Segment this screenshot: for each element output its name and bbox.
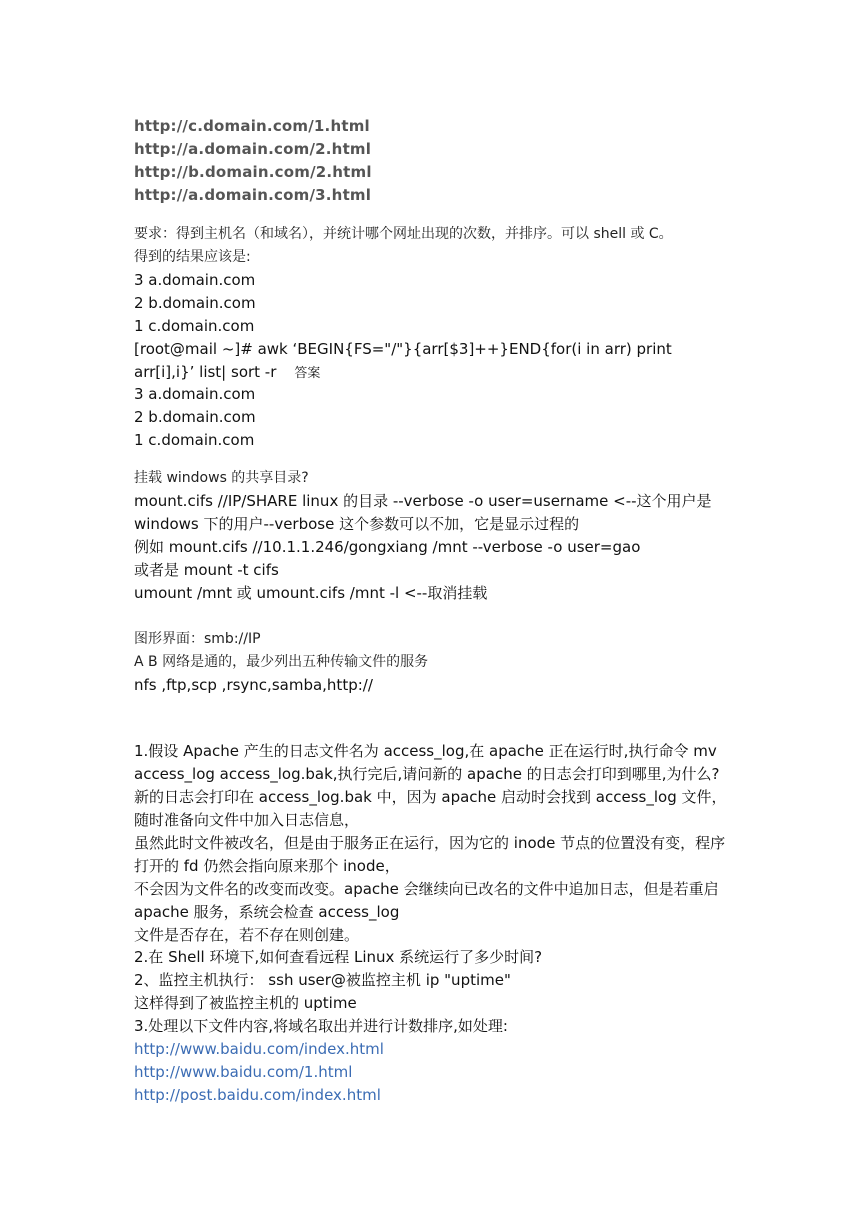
qa-line: 文件是否存在，若不存在则创建。 [134,926,360,944]
qa-line: 1.假设 Apache 产生的日志文件名为 access_log,在 apache 正在运行时,执行命令 mv [134,742,717,760]
result-line: 2 b.domain.com [134,294,256,312]
bold-url-3: http://b.domain.com/2.html [134,163,372,181]
qa-line: 新的日志会打印在 access_log.bak 中，因为 apache 启动时会找到 access_log 文件， [134,788,727,806]
gui-line: 图形界面：smb://IP [134,631,261,647]
mount-question: 挂载 windows 的共享目录? [134,470,309,486]
qa-line: 2、监控主机执行： ssh user@被监控主机 ip "uptime" [134,971,511,989]
result-intro: 得到的结果应该是: [134,249,251,265]
result-line: 1 c.domain.com [134,431,255,449]
result-line: 1 c.domain.com [134,317,255,335]
qa-line: apache 服务，系统会检查 access_log [134,903,400,921]
example-link[interactable]: http://www.baidu.com/1.html [134,1063,353,1081]
result-line: 2 b.domain.com [134,408,256,426]
qa-line: 2.在 Shell 环境下,如何查看远程 Linux 系统运行了多少时间? [134,948,543,966]
qa-line: 不会因为文件名的改变而改变。apache 会继续向已改名的文件中追加日志，但是若重启 [134,880,719,898]
bold-url-2: http://a.domain.com/2.html [134,140,372,158]
result-line: 3 a.domain.com [134,385,256,403]
example-link[interactable]: http://post.baidu.com/index.html [134,1086,381,1104]
qa-line: 随时准备向文件中加入日志信息， [134,811,360,829]
awk-command-line-2 [134,361,320,385]
bold-url-4: http://a.domain.com/3.html [134,186,372,204]
mount-line: umount /mnt 或 umount.cifs /mnt -l <--取消挂载 [134,584,488,602]
example-link[interactable]: http://www.baidu.com/index.html [134,1040,384,1058]
mount-line: windows 下的用户--verbose 这个参数可以不加，它是显示过程的 [134,515,580,533]
answer-label: 答案 [294,366,321,381]
bold-url-1: http://c.domain.com/1.html [134,117,370,135]
awk-command-text: arr[i],i}’ list| sort -r [134,363,277,381]
awk-command-line-1: [root@mail ~]# awk ‘BEGIN{FS="/"}{arr[$3]++}END{for(i in arr) print [134,340,672,358]
qa-line: 打开的 fd 仍然会指向原来那个 inode， [134,857,400,875]
qa-line: access_log access_log.bak,执行完后,请问新的 apache 的日志会打印到哪里,为什么? [134,765,720,783]
qa-line: 虽然此时文件被改名，但是由于服务正在运行，因为它的 inode 节点的位置没有变，程序 [134,834,726,852]
mount-line: mount.cifs //IP/SHARE linux 的目录 --verbose -o user=username <--这个用户是 [134,492,712,510]
requirement-text: 要求：得到主机名（和域名），并统计哪个网址出现的次数，并排序。可以 shell 或 C。 [134,226,673,242]
transfer-question: A B 网络是通的，最少列出五种传输文件的服务 [134,654,429,670]
mount-line: 例如 mount.cifs //10.1.1.246/gongxiang /mnt --verbose -o user=gao [134,538,641,556]
qa-line: 3.处理以下文件内容,将域名取出并进行计数排序,如处理: [134,1017,508,1035]
result-line: 3 a.domain.com [134,271,256,289]
mount-line: 或者是 mount -t cifs [134,561,279,579]
qa-line: 这样得到了被监控主机的 uptime [134,994,357,1012]
transfer-answer: nfs ,ftp,scp ,rsync,samba,http:// [134,676,373,694]
